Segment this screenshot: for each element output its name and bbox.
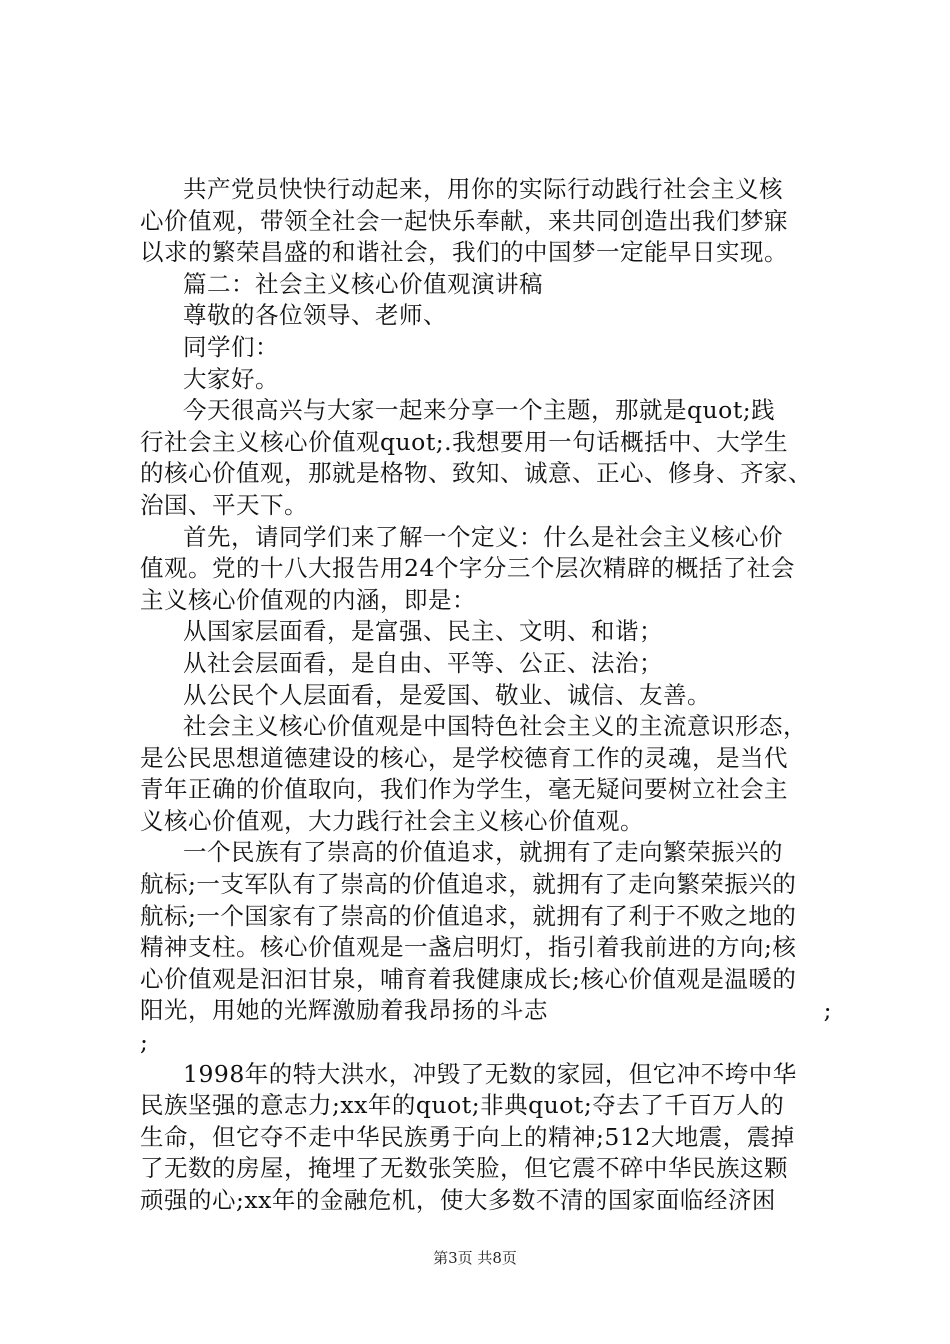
text-line: 精神支柱。核心价值观是一盏启明灯，指引着我前进的方向;核 <box>140 933 797 962</box>
text-line: 从公民个人层面看，是爱国、敬业、诚信、友善。 <box>183 680 711 709</box>
document-body <box>140 174 832 1217</box>
text-line: 义核心价值观，大力践行社会主义核心价值观。 <box>140 806 644 835</box>
salutation-line: 尊敬的各位领导、老师、 <box>183 301 447 330</box>
text-line: 的核心价值观，那就是格物、致知、诚意、正心、修身、齐家、 <box>140 459 812 488</box>
text-line: 心价值观是汩汩甘泉，哺育着我健康成长;核心价值观是温暖的 <box>140 964 797 993</box>
text-line: 共产党员快快行动起来，用你的实际行动践行社会主义核 <box>183 175 783 203</box>
text-line: 主义核心价值观的内涵，即是： <box>140 585 476 614</box>
text-line: 一个民族有了崇高的价值追求，就拥有了走向繁荣振兴的 <box>183 838 783 867</box>
text-line: 1998年的特大洪水，冲毁了无数的家园，但它冲不垮中华 <box>183 1059 797 1088</box>
text-line: 社会主义核心价值观是中国特色社会主义的主流意识形态， <box>183 712 807 741</box>
text-line: 行社会主义核心价值观quot;.我想要用一句话概括中、大学生 <box>140 427 789 456</box>
section-heading: 篇二：社会主义核心价值观演讲稿 <box>183 269 543 298</box>
text-line: 阳光，用她的光辉激励着我昂扬的斗志 <box>140 996 548 1025</box>
text-line: ; <box>140 1028 149 1057</box>
text-line: 航标;一个国家有了崇高的价值追求，就拥有了利于不败之地的 <box>140 901 797 930</box>
text-line: 从社会层面看，是自由、平等、公正、法治； <box>183 648 663 677</box>
text-line: 顽强的心;xx年的金融危机，使大多数不清的国家面临经济困 <box>140 1186 776 1214</box>
greeting-line: 大家好。 <box>183 364 279 393</box>
text-line-with-trailing-mark <box>140 995 832 1027</box>
text-line: 是公民思想道德建设的核心，是学校德育工作的灵魂，是当代 <box>140 743 788 772</box>
text-line: 心价值观，带领全社会一起快乐奉献，来共同创造出我们梦寐 <box>140 206 788 235</box>
text-line: 航标;一支军队有了崇高的价值追求，就拥有了走向繁荣振兴的 <box>140 870 797 899</box>
text-line: 以求的繁荣昌盛的和谐社会，我们的中国梦一定能早日实现。 <box>140 238 788 267</box>
text-line: 从国家层面看，是富强、民主、文明、和谐； <box>183 617 663 646</box>
text-line: 青年正确的价值取向，我们作为学生，毫无疑问要树立社会主 <box>140 775 788 804</box>
text-line: 首先，请同学们来了解一个定义：什么是社会主义核心价 <box>183 522 783 551</box>
salutation-line: 同学们： <box>183 332 279 361</box>
text-line: 治国、平天下。 <box>140 490 308 519</box>
page-number-footer: 第3页 共8页 <box>433 1249 517 1267</box>
text-line: 民族坚强的意志力;xx年的quot;非典quot;夺去了千百万人的 <box>140 1091 785 1120</box>
text-line: 今天很高兴与大家一起来分享一个主题，那就是quot;践 <box>183 396 776 425</box>
text-line: 生命，但它夺不走中华民族勇于向上的精神;512大地震，震掉 <box>140 1122 795 1151</box>
trailing-semicolon: ; <box>823 996 832 1025</box>
text-line: 值观。党的十八大报告用24个字分三个层次精辟的概括了社会 <box>140 554 795 583</box>
text-line: 了无数的房屋，掩埋了无数张笑脸，但它震不碎中华民族这颗 <box>140 1154 788 1183</box>
